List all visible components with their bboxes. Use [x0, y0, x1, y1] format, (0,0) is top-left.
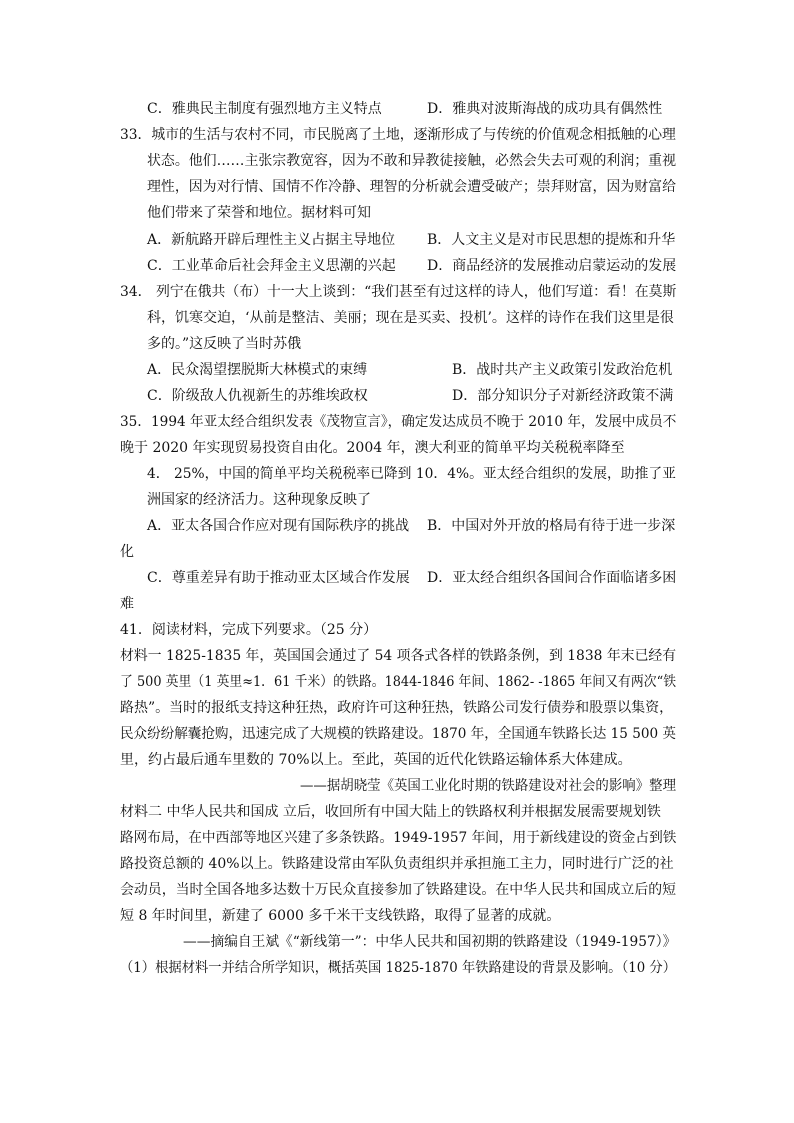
- q32-option-d: D．雅典对波斯海战的成功具有偶然性: [427, 101, 663, 117]
- q33-option-d: D．商品经济的发展推动启蒙运动的发展: [427, 258, 677, 274]
- q33-stem-line-2: 状态。他们……主张宗教宽容，因为不敢和异教徒接触，必然会失去可观的利润；重视: [147, 153, 677, 169]
- q34-stem-line-3: 多的。”这反映了当时苏俄: [147, 336, 302, 352]
- material2-line-5: 短 8 年时间里，新建了 6000 多千米干支线铁路，取得了显著的成就。: [120, 908, 561, 924]
- material2-line-4: 会动员，当时全国各地多达数十万民众直接参加了铁路建设。在中华人民共和国成立后的短: [120, 882, 677, 898]
- material1-line-1: 材料一 1825-1835 年，英国国会通过了 54 项各式各样的铁路条例，到 1838 年末已经有: [120, 648, 677, 664]
- q35-option-d: D．亚太经合组织各国间合作面临诸多困: [427, 570, 677, 586]
- material2-line-1: 材料二 中华人民共和国成 立后，收回所有中国大陆上的铁路权利并根据发展需要规划铁: [120, 804, 661, 820]
- q35-option-d-cont: 难: [120, 596, 134, 612]
- material1-line-4: 民众纷纷解囊抢购，迅速完成了大规模的铁路建设。1870 年，全国通车铁路长达 15 500 英: [120, 726, 676, 742]
- material1-line-5: 里，约占最后通车里数的 70%以上。至此，英国的近代化铁路运输体系大体建成。: [120, 752, 632, 768]
- q35-option-b: B．中国对外开放的格局有待于进一步深: [427, 518, 676, 534]
- q35-stem-line-2: 晚于 2020 年实现贸易投资自由化。2004 年，澳大利亚的简单平均关税税率降至: [120, 440, 625, 456]
- material2-source: ——摘编自王斌《“新线第一”：中华人民共和国初期的铁路建设（1949-1957）》: [183, 934, 677, 950]
- q33-stem-line-3: 理性，因为对行情、国情不作冷静、理智的分析就会遭受破产；崇拜财富，因为财富给: [147, 179, 677, 195]
- q34-stem-line-1: 34． 列宁在俄共（布）十一大上谈到：“我们甚至有过这样的诗人，他们写道：看！在莫斯: [120, 284, 677, 300]
- q32-option-c: C．雅典民主制度有强烈地方主义特点: [147, 101, 382, 117]
- q35-stem-line-3: 4． 25%，中国的简单平均关税税率已降到 10．4%。亚太经合组织的发展，助推了亚: [147, 466, 676, 482]
- q34-option-d: D．部分知识分子对新经济政策不满: [452, 388, 674, 404]
- q34-option-b: B．战时共产主义政策引发政治危机: [452, 362, 673, 378]
- q33-stem-line-4: 他们带来了荣誉和地位。据材料可知: [147, 205, 371, 221]
- q33-option-b: B．人文主义是对市民思想的提炼和升华: [427, 232, 676, 248]
- material1-line-3: 路热”。当时的报纸支持这种狂热，政府许可这种狂热，铁路公司发行债券和股票以集资，: [120, 700, 674, 716]
- q41-heading: 41．阅读材料，完成下列要求。（25 分）: [120, 622, 378, 638]
- q34-option-a: A．民众渴望摆脱斯大林模式的束缚: [147, 362, 368, 378]
- q35-option-b-cont: 化: [120, 544, 134, 560]
- q35-stem-line-4: 洲国家的经济活力。这种现象反映了: [147, 492, 371, 508]
- q33-option-c: C．工业革命后社会拜金主义思潮的兴起: [147, 258, 396, 274]
- q35-option-a: A．亚太各国合作应对现有国际秩序的挑战: [147, 518, 410, 534]
- q35-stem-line-1: 35．1994 年亚太经合组织发表《茂物宣言》，确定发达成员不晚于 2010 年，发展中成员不: [120, 414, 677, 430]
- material1-line-2: 了 500 英里（1 英里≈1．61 千米）的铁路。1844-1846 年间、1862- -1865 年间又有两次“铁: [120, 674, 677, 690]
- material1-source: ——据胡晓莹《英国工业化时期的铁路建设对社会的影响》整理: [300, 778, 677, 794]
- q33-option-a: A．新航路开辟后理性主义占据主导地位: [147, 232, 396, 248]
- q35-option-c: C．尊重差异有助于推动亚太区域合作发展: [147, 570, 410, 586]
- q34-option-c: C．阶级敌人仇视新生的苏维埃政权: [147, 388, 368, 404]
- q41-subquestion-1: （1）根据材料一并结合所学知识，概括英国 1825-1870 年铁路建设的背景及影响。（10 分）: [120, 960, 677, 976]
- q34-stem-line-2: 科，饥寒交迫，‘从前是整洁、美丽；现在是买卖、投机’。这样的诗作在我们这里是很: [147, 310, 674, 326]
- material2-line-2: 路网布局，在中西部等地区兴建了多条铁路。1949-1957 年间，用于新线建设的资金占到铁: [120, 830, 677, 846]
- q33-stem-line-1: 33．城市的生活与农村不同，市民脱离了土地，逐渐形成了与传统的价值观念相抵触的心理: [120, 127, 676, 143]
- material2-line-3: 路投资总额的 40%以上。铁路建设常由军队负责组织并承担施工主力，同时进行广泛的社: [120, 856, 674, 872]
